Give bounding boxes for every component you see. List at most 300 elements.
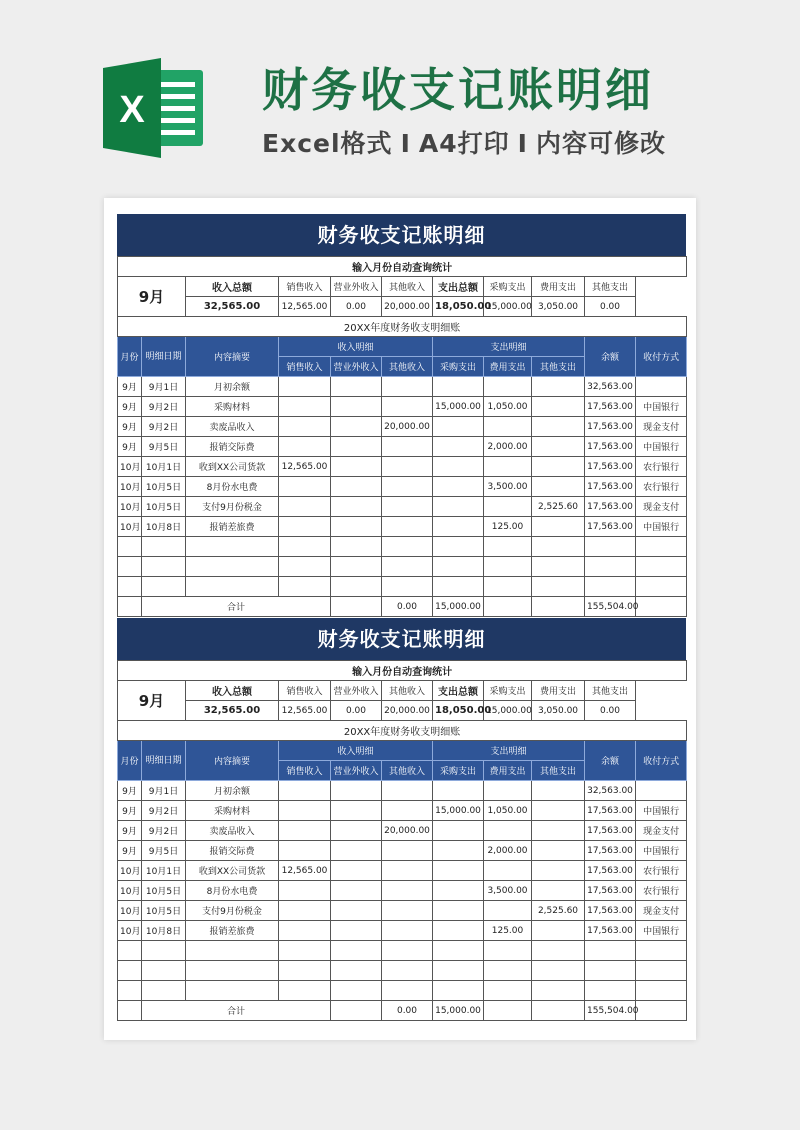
table-cell[interactable] — [382, 557, 433, 577]
table-cell[interactable]: 农行银行 — [636, 861, 687, 881]
table-cell[interactable]: 10月 — [118, 477, 142, 497]
table-cell[interactable] — [118, 537, 142, 557]
table-row — [118, 901, 687, 921]
table-cell[interactable] — [331, 417, 382, 437]
table-cell[interactable] — [331, 781, 382, 801]
table-cell[interactable] — [186, 537, 279, 557]
table-cell[interactable] — [382, 841, 433, 861]
table-cell[interactable] — [532, 961, 585, 981]
table-cell[interactable] — [382, 941, 433, 961]
table-cell[interactable] — [279, 377, 331, 397]
table-cell[interactable] — [433, 557, 484, 577]
table-cell[interactable]: 10月 — [118, 457, 142, 477]
table-cell[interactable] — [585, 557, 636, 577]
table-cell[interactable]: 采购材料 — [186, 801, 279, 821]
table-cell[interactable] — [331, 577, 382, 597]
table-cell[interactable] — [382, 397, 433, 417]
table-cell[interactable] — [484, 861, 532, 881]
table-cell[interactable]: 月初余额 — [186, 377, 279, 397]
table-cell[interactable]: 9月 — [118, 417, 142, 437]
table-cell[interactable] — [532, 477, 585, 497]
table-cell[interactable] — [279, 781, 331, 801]
table-cell[interactable] — [585, 537, 636, 557]
total-purchase-expense: 15,000.00 — [433, 1001, 484, 1021]
table-cell[interactable] — [382, 437, 433, 457]
table-cell[interactable]: 中国银行 — [636, 437, 687, 457]
table-cell[interactable]: 9月2日 — [142, 417, 186, 437]
table-cell[interactable]: 1,050.00 — [484, 397, 532, 417]
table-cell[interactable]: 17,563.00 — [585, 397, 636, 417]
table-cell[interactable] — [585, 577, 636, 597]
subtitle-print: A4打印 — [418, 129, 510, 158]
table-cell[interactable] — [331, 377, 382, 397]
col-month: 月份 — [118, 741, 142, 781]
table-cell[interactable] — [118, 577, 142, 597]
month-input[interactable]: 9月 — [118, 277, 186, 317]
ledger-table — [117, 256, 687, 617]
table-cell[interactable]: 20,000.00 — [382, 821, 433, 841]
table-cell[interactable]: 支付9月份税金 — [186, 901, 279, 921]
table-cell[interactable] — [433, 841, 484, 861]
table-cell[interactable] — [532, 517, 585, 537]
table-cell[interactable]: 17,563.00 — [585, 437, 636, 457]
total-balance: 155,504.00 — [585, 597, 636, 617]
table-cell[interactable] — [331, 437, 382, 457]
col-desc: 内容摘要 — [186, 337, 279, 377]
table-cell[interactable] — [142, 577, 186, 597]
total-row — [118, 1001, 687, 1021]
table-cell[interactable] — [331, 397, 382, 417]
table-cell[interactable] — [279, 901, 331, 921]
table-cell[interactable] — [636, 577, 687, 597]
table-cell[interactable] — [433, 781, 484, 801]
table-cell[interactable]: 9月 — [118, 437, 142, 457]
table-cell[interactable]: 收到XX公司货款 — [186, 861, 279, 881]
table-cell[interactable] — [532, 781, 585, 801]
table-cell[interactable]: 2,525.60 — [532, 497, 585, 517]
total-row — [118, 597, 687, 617]
col-date: 明细日期 — [142, 741, 186, 781]
table-cell[interactable] — [636, 961, 687, 981]
table-cell[interactable]: 17,563.00 — [585, 801, 636, 821]
table-row — [118, 397, 687, 417]
table-cell[interactable] — [186, 961, 279, 981]
col-income-sub: 销售收入 — [279, 357, 331, 377]
table-cell[interactable] — [331, 881, 382, 901]
col-payment: 收付方式 — [636, 741, 687, 781]
table-cell[interactable] — [279, 841, 331, 861]
table-cell[interactable]: 10月5日 — [142, 901, 186, 921]
purchase-expense-value: 15,000.00 — [484, 701, 532, 721]
table-cell[interactable]: 收到XX公司货款 — [186, 457, 279, 477]
col-desc: 内容摘要 — [186, 741, 279, 781]
table-cell[interactable] — [186, 941, 279, 961]
col-payment: 收付方式 — [636, 337, 687, 377]
sales-income-label: 销售收入 — [279, 681, 331, 701]
table-cell[interactable] — [532, 377, 585, 397]
table-cell[interactable]: 现金支付 — [636, 821, 687, 841]
table-cell[interactable] — [382, 861, 433, 881]
table-cell[interactable] — [532, 557, 585, 577]
table-cell[interactable] — [382, 901, 433, 921]
sales-income-label: 销售收入 — [279, 277, 331, 297]
table-cell[interactable]: 月初余额 — [186, 781, 279, 801]
table-cell[interactable]: 1,050.00 — [484, 801, 532, 821]
table-cell[interactable] — [331, 517, 382, 537]
table-cell[interactable]: 9月2日 — [142, 397, 186, 417]
table-cell[interactable] — [484, 377, 532, 397]
table-cell[interactable]: 10月1日 — [142, 457, 186, 477]
table-cell[interactable] — [331, 921, 382, 941]
table-cell[interactable]: 8月份水电费 — [186, 477, 279, 497]
table-cell[interactable]: 125.00 — [484, 517, 532, 537]
table-cell[interactable] — [382, 961, 433, 981]
table-cell[interactable] — [279, 981, 331, 1001]
table-cell[interactable] — [331, 941, 382, 961]
table-cell[interactable] — [331, 557, 382, 577]
table-cell[interactable]: 17,563.00 — [585, 497, 636, 517]
income-total-label: 收入总额 — [186, 681, 279, 701]
table-cell[interactable] — [433, 517, 484, 537]
table-cell[interactable]: 现金支付 — [636, 901, 687, 921]
table-cell[interactable]: 报销差旅费 — [186, 517, 279, 537]
table-cell[interactable] — [279, 821, 331, 841]
col-income-group: 收入明细 — [279, 337, 433, 357]
table-cell[interactable]: 10月 — [118, 881, 142, 901]
table-cell[interactable] — [433, 981, 484, 1001]
table-cell[interactable] — [532, 537, 585, 557]
table-cell[interactable]: 9月2日 — [142, 821, 186, 841]
col-income-group: 收入明细 — [279, 741, 433, 761]
table-cell[interactable]: 17,563.00 — [585, 861, 636, 881]
table-cell[interactable] — [279, 557, 331, 577]
table-cell[interactable] — [331, 821, 382, 841]
table-cell[interactable] — [331, 497, 382, 517]
table-cell[interactable] — [279, 437, 331, 457]
table-cell[interactable] — [382, 457, 433, 477]
table-cell[interactable]: 125.00 — [484, 921, 532, 941]
table-cell[interactable] — [532, 841, 585, 861]
table-row — [118, 457, 687, 477]
table-cell[interactable]: 农行银行 — [636, 881, 687, 901]
expense-total-value: 18,050.00 — [433, 701, 484, 721]
table-cell[interactable]: 10月 — [118, 497, 142, 517]
table-cell[interactable] — [585, 961, 636, 981]
table-cell[interactable]: 中国银行 — [636, 397, 687, 417]
table-cell[interactable]: 报销交际费 — [186, 437, 279, 457]
table-cell[interactable] — [279, 941, 331, 961]
table-cell[interactable] — [331, 981, 382, 1001]
table-cell[interactable] — [636, 537, 687, 557]
table-cell[interactable]: 32,563.00 — [585, 781, 636, 801]
table-cell[interactable] — [433, 417, 484, 437]
table-cell[interactable] — [636, 377, 687, 397]
table-cell[interactable]: 10月 — [118, 921, 142, 941]
table-cell[interactable] — [331, 861, 382, 881]
table-cell[interactable] — [532, 921, 585, 941]
table-cell[interactable] — [331, 841, 382, 861]
table-cell[interactable] — [532, 801, 585, 821]
table-cell[interactable]: 卖废品收入 — [186, 821, 279, 841]
fee-expense-value: 3,050.00 — [532, 701, 585, 721]
table-cell[interactable]: 2,525.60 — [532, 901, 585, 921]
table-cell[interactable]: 10月5日 — [142, 497, 186, 517]
table-cell[interactable]: 10月8日 — [142, 517, 186, 537]
table-cell[interactable] — [484, 781, 532, 801]
table-cell[interactable]: 中国银行 — [636, 801, 687, 821]
expense-total-label: 支出总额 — [433, 277, 484, 297]
table-cell[interactable] — [433, 457, 484, 477]
table-cell[interactable] — [484, 417, 532, 437]
table-cell[interactable]: 9月 — [118, 821, 142, 841]
table-cell[interactable]: 10月1日 — [142, 861, 186, 881]
table-cell[interactable] — [382, 801, 433, 821]
table-cell[interactable] — [118, 557, 142, 577]
table-row — [118, 557, 687, 577]
table-cell[interactable] — [382, 477, 433, 497]
table-cell[interactable]: 中国银行 — [636, 841, 687, 861]
total-purchase-expense: 15,000.00 — [433, 597, 484, 617]
table-cell[interactable] — [382, 537, 433, 557]
table-cell[interactable]: 17,563.00 — [585, 821, 636, 841]
table-cell[interactable] — [433, 881, 484, 901]
col-date: 明细日期 — [142, 337, 186, 377]
query-hint[interactable]: 输入月份自动查询统计 — [118, 661, 687, 681]
ledger-sheet — [117, 214, 686, 617]
table-cell[interactable] — [382, 517, 433, 537]
table-cell[interactable] — [382, 781, 433, 801]
purchase-expense-value: 15,000.00 — [484, 297, 532, 317]
table-cell[interactable] — [532, 397, 585, 417]
table-cell[interactable]: 32,563.00 — [585, 377, 636, 397]
month-input[interactable]: 9月 — [118, 681, 186, 721]
subtitle-format: Excel格式 — [262, 129, 393, 158]
income-total-value: 32,565.00 — [186, 701, 279, 721]
table-cell[interactable]: 支付9月份税金 — [186, 497, 279, 517]
table-cell[interactable]: 17,563.00 — [585, 477, 636, 497]
table-cell[interactable] — [279, 537, 331, 557]
table-cell[interactable] — [279, 801, 331, 821]
table-cell[interactable] — [433, 921, 484, 941]
table-cell[interactable] — [142, 557, 186, 577]
table-cell[interactable]: 9月 — [118, 397, 142, 417]
page-title: 财务收支记账明细 — [262, 63, 654, 117]
table-cell[interactable]: 17,563.00 — [585, 417, 636, 437]
table-cell[interactable] — [532, 417, 585, 437]
table-cell[interactable] — [331, 961, 382, 981]
table-cell[interactable] — [433, 901, 484, 921]
table-cell[interactable]: 农行银行 — [636, 457, 687, 477]
table-cell[interactable] — [532, 941, 585, 961]
table-cell[interactable] — [433, 437, 484, 457]
table-cell[interactable] — [484, 457, 532, 477]
table-cell[interactable]: 9月 — [118, 377, 142, 397]
table-cell[interactable] — [484, 961, 532, 981]
table-cell[interactable]: 10月 — [118, 901, 142, 921]
table-cell[interactable] — [636, 981, 687, 1001]
table-cell[interactable] — [484, 497, 532, 517]
table-cell[interactable]: 2,000.00 — [484, 841, 532, 861]
table-cell[interactable] — [142, 941, 186, 961]
table-cell[interactable]: 10月 — [118, 861, 142, 881]
table-cell[interactable] — [331, 801, 382, 821]
total-other-income: 0.00 — [382, 1001, 433, 1021]
table-cell[interactable] — [484, 537, 532, 557]
subtitle-separator: I — [400, 129, 411, 158]
table-cell[interactable] — [433, 477, 484, 497]
table-cell[interactable] — [331, 477, 382, 497]
table-cell[interactable] — [279, 397, 331, 417]
table-cell[interactable]: 17,563.00 — [585, 517, 636, 537]
nonop-income-value: 0.00 — [331, 297, 382, 317]
table-cell[interactable]: 采购材料 — [186, 397, 279, 417]
query-hint[interactable]: 输入月份自动查询统计 — [118, 257, 687, 277]
table-cell[interactable] — [585, 941, 636, 961]
other-expense-value: 0.00 — [585, 297, 636, 317]
table-cell[interactable] — [532, 861, 585, 881]
table-cell[interactable] — [382, 377, 433, 397]
table-cell[interactable]: 3,500.00 — [484, 881, 532, 901]
other-income-label: 其他收入 — [382, 681, 433, 701]
table-cell[interactable] — [186, 577, 279, 597]
table-cell[interactable]: 3,500.00 — [484, 477, 532, 497]
table-cell[interactable]: 15,000.00 — [433, 801, 484, 821]
table-cell[interactable]: 8月份水电费 — [186, 881, 279, 901]
table-cell[interactable]: 9月2日 — [142, 801, 186, 821]
total-other-income: 0.00 — [382, 597, 433, 617]
table-cell[interactable] — [433, 377, 484, 397]
table-cell[interactable]: 20,000.00 — [382, 417, 433, 437]
table-cell[interactable] — [186, 981, 279, 1001]
table-cell[interactable]: 17,563.00 — [585, 457, 636, 477]
table-cell[interactable] — [279, 577, 331, 597]
table-cell[interactable] — [433, 497, 484, 517]
table-cell[interactable]: 9月5日 — [142, 841, 186, 861]
fee-expense-label: 费用支出 — [532, 277, 585, 297]
table-cell[interactable] — [433, 537, 484, 557]
table-cell[interactable] — [484, 821, 532, 841]
table-cell[interactable] — [331, 457, 382, 477]
table-cell[interactable]: 10月5日 — [142, 881, 186, 901]
table-cell[interactable] — [331, 901, 382, 921]
table-cell[interactable] — [532, 821, 585, 841]
ledger-table — [117, 660, 687, 1021]
table-cell[interactable]: 17,563.00 — [585, 841, 636, 861]
table-cell[interactable]: 中国银行 — [636, 921, 687, 941]
sheet-title: 财务收支记账明细 — [117, 214, 686, 256]
table-cell[interactable] — [142, 961, 186, 981]
table-cell[interactable]: 15,000.00 — [433, 397, 484, 417]
table-cell[interactable] — [484, 941, 532, 961]
table-cell[interactable] — [142, 537, 186, 557]
table-cell[interactable] — [279, 921, 331, 941]
table-row — [118, 921, 687, 941]
table-cell[interactable]: 17,563.00 — [585, 901, 636, 921]
table-cell[interactable]: 中国银行 — [636, 517, 687, 537]
table-cell[interactable] — [532, 981, 585, 1001]
table-cell[interactable]: 9月1日 — [142, 781, 186, 801]
table-cell[interactable]: 17,563.00 — [585, 921, 636, 941]
table-cell[interactable]: 10月5日 — [142, 477, 186, 497]
table-cell[interactable]: 9月5日 — [142, 437, 186, 457]
table-cell[interactable] — [142, 981, 186, 1001]
table-cell[interactable] — [636, 781, 687, 801]
col-balance: 余额 — [585, 337, 636, 377]
table-cell[interactable] — [532, 577, 585, 597]
table-cell[interactable]: 9月 — [118, 781, 142, 801]
table-cell[interactable] — [279, 477, 331, 497]
table-cell[interactable] — [118, 981, 142, 1001]
table-cell[interactable] — [433, 821, 484, 841]
table-cell[interactable] — [118, 941, 142, 961]
table-cell[interactable]: 10月 — [118, 517, 142, 537]
table-cell[interactable]: 17,563.00 — [585, 881, 636, 901]
table-cell[interactable]: 农行银行 — [636, 477, 687, 497]
table-cell[interactable] — [331, 537, 382, 557]
table-cell[interactable] — [433, 577, 484, 597]
total-label: 合计 — [142, 597, 331, 617]
table-cell[interactable] — [532, 881, 585, 901]
fee-expense-label: 费用支出 — [532, 681, 585, 701]
table-cell[interactable]: 现金支付 — [636, 497, 687, 517]
table-cell[interactable] — [279, 417, 331, 437]
table-cell[interactable] — [382, 497, 433, 517]
table-cell[interactable]: 现金支付 — [636, 417, 687, 437]
expense-total-value: 18,050.00 — [433, 297, 484, 317]
table-cell[interactable] — [279, 497, 331, 517]
table-cell[interactable]: 9月 — [118, 801, 142, 821]
table-cell[interactable] — [382, 981, 433, 1001]
table-cell[interactable] — [585, 981, 636, 1001]
table-cell[interactable] — [382, 577, 433, 597]
table-cell[interactable]: 报销差旅费 — [186, 921, 279, 941]
table-cell[interactable] — [433, 941, 484, 961]
col-expense-group: 支出明细 — [433, 337, 585, 357]
table-cell[interactable] — [279, 961, 331, 981]
table-cell[interactable] — [636, 557, 687, 577]
table-cell[interactable] — [279, 881, 331, 901]
table-cell[interactable]: 报销交际费 — [186, 841, 279, 861]
table-cell[interactable] — [186, 557, 279, 577]
table-row — [118, 517, 687, 537]
income-total-value: 32,565.00 — [186, 297, 279, 317]
table-cell[interactable] — [433, 861, 484, 881]
table-cell[interactable]: 12,565.00 — [279, 457, 331, 477]
table-cell[interactable] — [433, 961, 484, 981]
table-cell[interactable]: 2,000.00 — [484, 437, 532, 457]
table-cell[interactable] — [532, 457, 585, 477]
table-cell[interactable]: 12,565.00 — [279, 861, 331, 881]
table-cell[interactable]: 9月 — [118, 841, 142, 861]
table-cell[interactable] — [636, 941, 687, 961]
table-cell[interactable] — [484, 981, 532, 1001]
table-cell[interactable] — [382, 881, 433, 901]
table-cell[interactable] — [484, 577, 532, 597]
table-cell[interactable] — [532, 437, 585, 457]
table-cell[interactable]: 9月1日 — [142, 377, 186, 397]
table-cell[interactable]: 卖废品收入 — [186, 417, 279, 437]
nonop-income-value: 0.00 — [331, 701, 382, 721]
table-cell[interactable]: 10月8日 — [142, 921, 186, 941]
table-cell[interactable] — [118, 961, 142, 981]
table-cell[interactable] — [279, 517, 331, 537]
table-row — [118, 961, 687, 981]
ledger-caption: 20XX年度财务收支明细账 — [118, 317, 687, 337]
table-cell[interactable] — [484, 901, 532, 921]
table-cell[interactable] — [484, 557, 532, 577]
expense-total-label: 支出总额 — [433, 681, 484, 701]
table-cell[interactable] — [382, 921, 433, 941]
